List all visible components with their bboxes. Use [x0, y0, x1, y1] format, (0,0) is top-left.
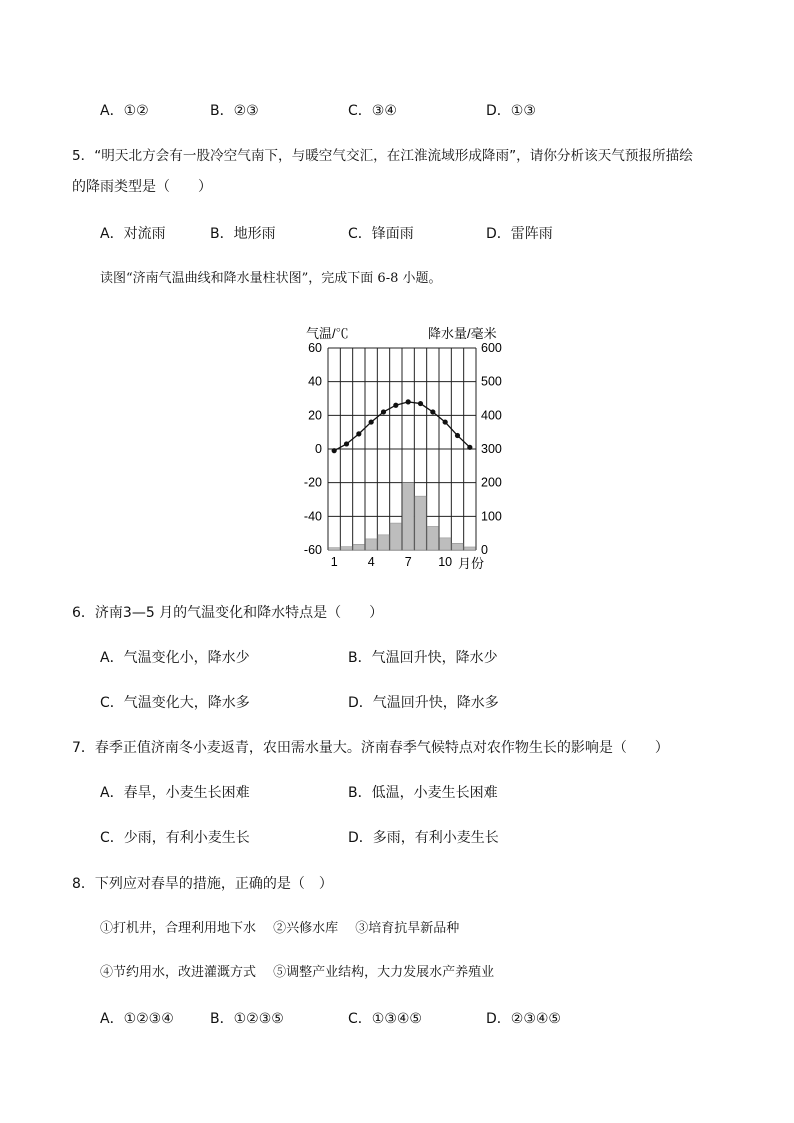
right-tick-label: 600 [481, 341, 502, 355]
temp-point-3 [356, 431, 361, 436]
temp-point-8 [418, 401, 423, 406]
q6-option-b: B．气温回升快，降水少 [348, 650, 498, 666]
precip-bar-4 [366, 539, 377, 550]
q6-option-d: D．气温回升快，降水多 [348, 695, 499, 711]
left-tick-label: -60 [303, 543, 322, 557]
temp-point-5 [381, 409, 386, 414]
right-tick-label: 500 [481, 374, 502, 389]
left-tick-label: 60 [308, 341, 322, 355]
precip-bar-12 [464, 547, 475, 550]
left-tick-label: 20 [308, 408, 322, 423]
precip-bar-10 [440, 538, 451, 550]
left-tick-label: -20 [303, 475, 322, 490]
precip-bar-7 [403, 483, 414, 550]
q5-option-b: B．地形雨 [210, 226, 276, 242]
q8-measures-line1: ①打机井，合理利用地下水 ②兴修水库 ③培育抗旱新品种 [100, 921, 460, 936]
q8-option-d: D．②③④⑤ [486, 1011, 561, 1027]
precip-bar-2 [341, 547, 352, 550]
q5-option-d: D．雷阵雨 [486, 226, 553, 242]
precip-bar-5 [378, 535, 389, 550]
x-tick-label: 4 [367, 555, 375, 569]
precip-bar-11 [452, 543, 463, 550]
temp-point-4 [369, 419, 374, 424]
right-tick-label: 300 [481, 442, 502, 456]
q5-stem-line1: 5．“明天北方会有一股冷空气南下，与暖空气交汇，在江淮流域形成降雨”，请你分析该天气预报所描绘 [72, 148, 693, 164]
q7-option-b: B．低温，小麦生长困难 [348, 785, 498, 801]
precip-bar-8 [415, 496, 426, 550]
q8-stem: 8．下列应对春旱的措施，正确的是（ ） [72, 876, 333, 892]
left-tick-label: 0 [315, 442, 322, 456]
left-axis-label: 气温/℃ [306, 326, 349, 341]
precip-bar-6 [390, 523, 401, 550]
figure-intro: 读图“济南气温曲线和降水量柱状图”，完成下面 6-8 小题。 [100, 271, 442, 286]
q6-stem: 6．济南3—5 月的气温变化和降水特点是（ ） [72, 605, 384, 621]
q4-option-b: B．②③ [210, 103, 259, 119]
q7-stem: 7．春季正值济南冬小麦返青，农田需水量大。济南春季气候特点对农作物生长的影响是（ ） [72, 740, 669, 756]
temp-point-2 [344, 441, 349, 446]
chart-grid [328, 348, 476, 550]
q4-option-d: D．①③ [486, 103, 536, 119]
q5-option-a: A．对流雨 [100, 226, 166, 242]
x-tick-label: 7 [404, 555, 412, 569]
temp-point-11 [455, 433, 460, 438]
right-tick-label: 400 [481, 408, 502, 423]
q8-option-b: B．①②③⑤ [210, 1011, 284, 1027]
left-tick-label: -40 [303, 509, 322, 524]
left-tick-label: 40 [308, 374, 322, 389]
precip-bar-1 [329, 548, 340, 550]
q5-stem-line2: 的降雨类型是（ ） [72, 179, 212, 195]
right-axis-label: 降水量/毫米 [428, 326, 497, 341]
climate-chart [282, 322, 504, 574]
x-unit-label: 月份 [458, 556, 485, 571]
q8-option-a: A．①②③④ [100, 1011, 174, 1027]
temp-point-6 [393, 403, 398, 408]
right-tick-label: 200 [481, 475, 502, 490]
temp-point-12 [467, 445, 472, 450]
precip-bar-9 [427, 526, 438, 550]
q4-option-a: A．①② [100, 103, 149, 119]
q6-option-a: A．气温变化小，降水少 [100, 650, 250, 666]
q6-option-c: C．气温变化大，降水多 [100, 695, 250, 711]
q8-measures-line2: ④节约用水，改进灌溉方式 ⑤调整产业结构，大力发展水产养殖业 [100, 965, 495, 980]
temp-point-10 [443, 419, 448, 424]
q8-option-c: C．①③④⑤ [348, 1011, 422, 1027]
q7-option-c: C．少雨，有利小麦生长 [100, 830, 250, 846]
right-tick-label: 100 [481, 509, 502, 524]
temp-point-9 [430, 409, 435, 414]
temp-point-7 [406, 399, 411, 404]
x-tick-label: 1 [330, 555, 338, 569]
temp-point-1 [332, 448, 337, 453]
q7-option-d: D．多雨，有利小麦生长 [348, 830, 499, 846]
q5-option-c: C．锋面雨 [348, 226, 414, 242]
precip-bar-3 [353, 544, 364, 550]
x-tick-label: 10 [438, 555, 453, 569]
q4-option-c: C．③④ [348, 103, 397, 119]
right-tick-label: 0 [481, 543, 488, 557]
q7-option-a: A．春旱，小麦生长困难 [100, 785, 250, 801]
